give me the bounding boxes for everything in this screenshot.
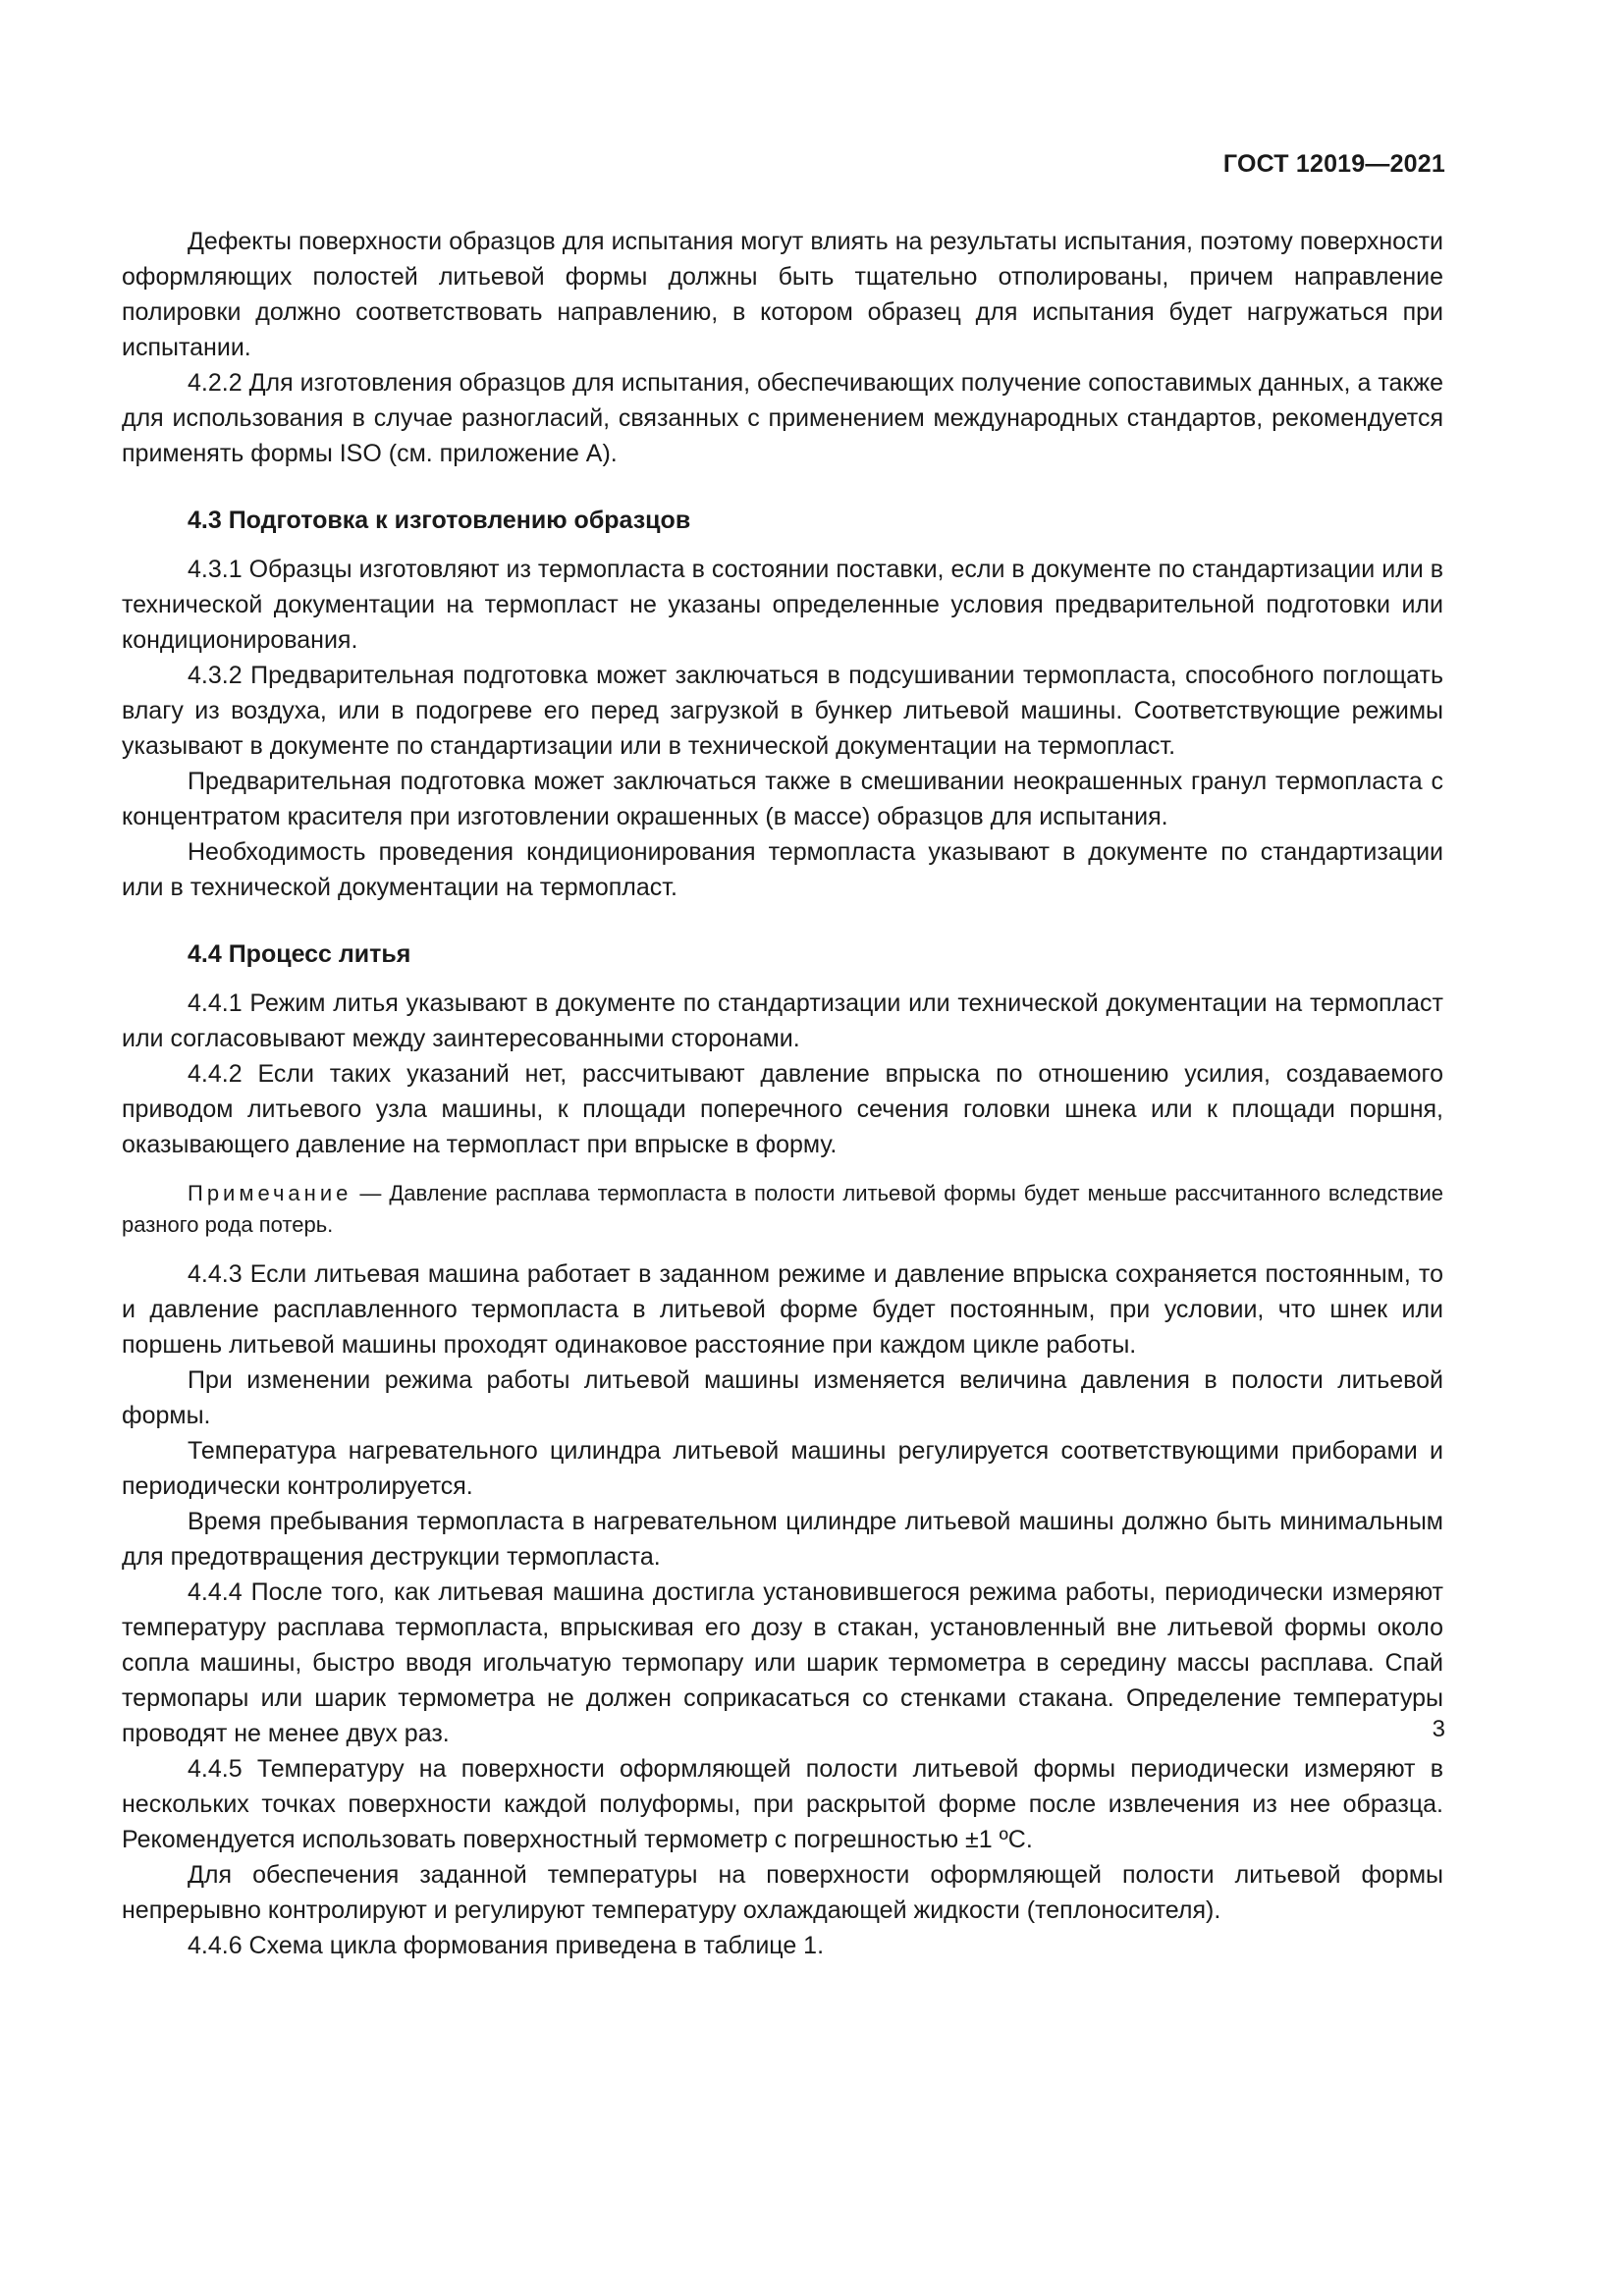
heading-4-3: 4.3 Подготовка к изготовлению образцов bbox=[188, 507, 691, 534]
paragraph-coolant: Для обеспечения заданной температуры на поверхности оформляющей полости литьевой формы непрерывно контролируют и регулируют температуру охлаждающей жидкости (теплоносителя). bbox=[122, 1861, 1443, 1924]
paragraph-4-4-1: 4.4.1 Режим литья указывают в документе по стандартизации или технической документации на термопласт или согласовывают между заинтересованными сторонами. bbox=[122, 989, 1443, 1052]
paragraph-4-3-1: 4.3.1 Образцы изготовляют из термопласта в состоянии поставки, если в документе по стандартизации или в технической документации на термопласт не указаны определенные условия предварительной подготовки или кондиционирования. bbox=[122, 556, 1443, 654]
paragraph-4-4-2: 4.4.2 Если таких указаний нет, рассчитывают давление впрыска по отношению усилия, создаваемого приводом литьевого узла машины, к площади поперечного сечения головки шнека или к площади поршня, оказывающего давление на термопласт при впрыске в форму. bbox=[122, 1060, 1443, 1158]
note-label: Примечание bbox=[188, 1181, 352, 1205]
document-body bbox=[122, 224, 1443, 1963]
paragraph-cylinder-temperature: Температура нагревательного цилиндра литьевой машины регулируется соответствующими приборами и периодически контролируется. bbox=[122, 1437, 1443, 1500]
page-number: 3 bbox=[1432, 1716, 1445, 1742]
paragraph-mode-change: При изменении режима работы литьевой машины изменяется величина давления в полости литьевой формы. bbox=[122, 1366, 1443, 1429]
paragraph-residence-time: Время пребывания термопласта в нагревательном цилиндре литьевой машины должно быть минимальным для предотвращения деструкции термопласта. bbox=[122, 1508, 1443, 1571]
paragraph-4-4-4: 4.4.4 После того, как литьевая машина достигла установившегося режима работы, периодически измеряют температуру расплава термопласта, впрыскивая его дозу в стакан, установленный вне литьевой формы около сопла машины, быстро вводя игольчатую термопару или шарик термометра в середину массы расплава. Спай термопары или шарик термометра не должен соприкасаться со стенками стакана. Определение температуры проводят не менее двух раз. bbox=[122, 1578, 1443, 1747]
paragraph-surface-defects: Дефекты поверхности образцов для испытания могут влиять на результаты испытания, поэтому поверхности оформляющих полостей литьевой формы должны быть тщательно отполированы, причем направление полировки должно соответствовать направлению, в котором образец для испытания будет нагружаться при испытании. bbox=[122, 228, 1443, 361]
heading-4-4: 4.4 Процесс литья bbox=[188, 940, 411, 968]
paragraph-4-3-2: 4.3.2 Предварительная подготовка может заключаться в подсушивании термопласта, способного поглощать влагу из воздуха, или в подогреве его перед загрузкой в бункер литьевой машины. Соответствующие режимы указывают в документе по стандартизации или в технической документации на термопласт. bbox=[122, 662, 1443, 760]
paragraph-4-4-3: 4.4.3 Если литьевая машина работает в заданном режиме и давление впрыска сохраняется постоянным, то и давление расплавленного термопласта в литьевой форме будет постоянным, при условии, что шнек или поршень литьевой машины проходят одинаковое расстояние при каждом цикле работы. bbox=[122, 1260, 1443, 1359]
paragraph-4-4-6: 4.4.6 Схема цикла формования приведена в таблице 1. bbox=[188, 1932, 825, 1959]
paragraph-4-4-5: 4.4.5 Температуру на поверхности оформляющей полости литьевой формы периодически измеряют в нескольких точках поверхности каждой полуформы, при раскрытой форме после извлечения из нее образца. Рекомендуется использовать поверхностный термометр с погрешностью ±1 ºС. bbox=[122, 1755, 1443, 1853]
note-text: — Давление расплава термопласта в полости литьевой формы будет меньше рассчитанного вследствие разного рода потерь. bbox=[122, 1181, 1443, 1237]
document-code: ГОСТ 12019—2021 bbox=[1222, 150, 1445, 178]
paragraph-pre-mixing: Предварительная подготовка может заключаться также в смешивании неокрашенных гранул термопласта с концентратом красителя при изготовлении окрашенных (в массе) образцов для испытания. bbox=[122, 768, 1443, 830]
note bbox=[122, 1178, 1443, 1241]
paragraph-conditioning: Необходимость проведения кондиционирования термопласта указывают в документе по стандартизации или в технической документации на термопласт. bbox=[122, 838, 1443, 901]
paragraph-4-2-2: 4.2.2 Для изготовления образцов для испытания, обеспечивающих получение сопоставимых данных, а также для использования в случае разногласий, связанных с применением международных стандартов, рекомендуется применять формы ISO (см. приложение А). bbox=[122, 369, 1443, 467]
